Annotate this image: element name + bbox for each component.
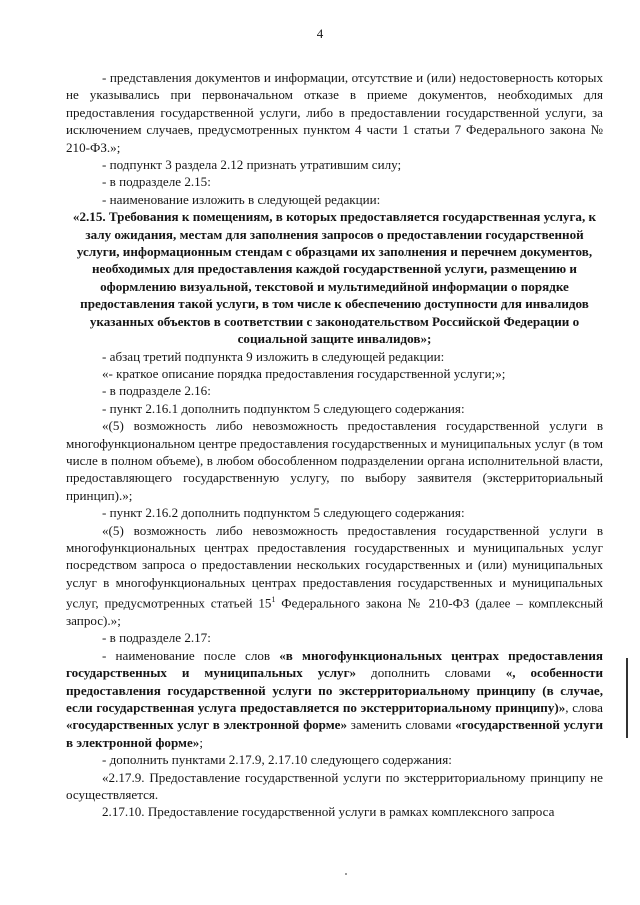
paragraph-subitem-3-void: - подпункт 3 раздела 2.12 признать утратившим силу;	[102, 157, 402, 173]
amendment-text: - наименование после слов	[102, 647, 280, 663]
paragraph-abzac-third: - абзац третий подпункта 9 изложить в следующей редакции:	[102, 348, 445, 364]
amendment-text: дополнить словами	[356, 665, 506, 681]
paragraph-item-2-16-1: - пункт 2.16.1 дополнить подпунктом 5 следующего содержания:	[102, 400, 465, 416]
complex-request-text-end: Федерального закона № 210-ФЗ (далее – комплексный запрос).»;	[66, 595, 604, 628]
paragraph-documents-exception: - представления документов и информации, отсутствие и (или) недостоверность которых не указывались при первоначальном отказе в приеме документов, необходимых для предоставления государственной услуги, либо в предоставлении государственной услуги, за исключением случаев, предусмотренных пунктом 4 части 1 статьи 7 Федерального закона № 210-ФЗ.»;	[66, 70, 603, 155]
paragraph-add-items: - дополнить пунктами 2.17.9, 2.17.10 следующего содержания:	[102, 752, 452, 768]
paragraph-subsection-2-17: - в подразделе 2.17:	[102, 630, 211, 646]
paragraph-name-edition: - наименование изложить в следующей редакции:	[102, 191, 381, 207]
paragraph-subsection-2-16: - в подразделе 2.16:	[102, 383, 211, 399]
article-superscript: 1	[271, 595, 276, 605]
document-body	[66, 69, 603, 821]
amendment-bold-extraterritorial: «, особенности предоставления государственной услуги по экстерриториальному принципу (в случае, если государственная услуга предоставляется по экстерриториальному принципу)»	[66, 665, 604, 715]
margin-line-mark	[626, 658, 628, 738]
scan-dot-mark	[345, 873, 347, 875]
amendment-text: , слова	[565, 699, 603, 715]
amendment-text: заменить словами	[347, 717, 456, 733]
amendment-bold-electronic-old: «государственных услуг в электронной форме»	[66, 717, 348, 733]
paragraph-item-2-17-10: 2.17.10. Предоставление государственной услуги в рамках комплексного запроса	[102, 804, 555, 820]
section-heading-2-15: «2.15. Требования к помещениям, в которых предоставляется государственная услуга, к залу ожидания, местам для заполнения запросов о предоставлении государственной услуги, информационным стендам с образцами их заполнения и перечнем документов, необходимых для предоставления каждой государственной услуги, размещению и оформлению визуальной, текстовой и мультимедийной информации о порядке предоставления такой услуги, в том числе к обеспечению доступности для инвалидов указанных объектов в соответствии с законодательством Российской Федерации о социальной защите инвалидов»;	[72, 209, 597, 347]
paragraph-short-description: «- краткое описание порядка предоставления государственной услуги;»;	[102, 365, 506, 381]
amendment-bold-mfc: «в многофункциональных центрах предоставления государственных и муниципальных услуг»	[66, 647, 604, 681]
paragraph-item-2-17-9: «2.17.9. Предоставление государственной услуги по экстерриториальному принципу не осуществляется.	[66, 769, 603, 803]
paragraph-item-2-16-2: - пункт 2.16.2 дополнить подпунктом 5 следующего содержания:	[102, 505, 465, 521]
paragraph-name-amendment	[66, 647, 603, 751]
paragraph-mfc-possibility: «(5) возможность либо невозможность предоставления государственной услуги в многофункциональном центре предоставления государственных и муниципальных услуг (в том числе в полном объеме), в любом обособленном подразделении органа исполнительной власти, предоставляющего государственную услугу, по выбору заявителя (экстерриториальный принцип).»;	[66, 418, 603, 503]
complex-request-text: «(5) возможность либо невозможность предоставления государственной услуги в многофункциональных центрах предоставления государственных и муниципальных услуг посредством запроса о предоставлении нескольких государственных и (или) муниципальных услуг в многофункциональных центрах предоставления государственных и муниципальных услуг, предусмотренных статьей 15	[66, 522, 603, 611]
page-number: 4	[316, 26, 324, 41]
paragraph-complex-request	[66, 522, 603, 630]
amendment-text: ;	[199, 734, 203, 750]
paragraph-subsection-2-15: - в подразделе 2.15:	[102, 174, 211, 190]
amendment-bold-electronic-new: «государственной услуги в электронной форме»	[66, 717, 603, 750]
